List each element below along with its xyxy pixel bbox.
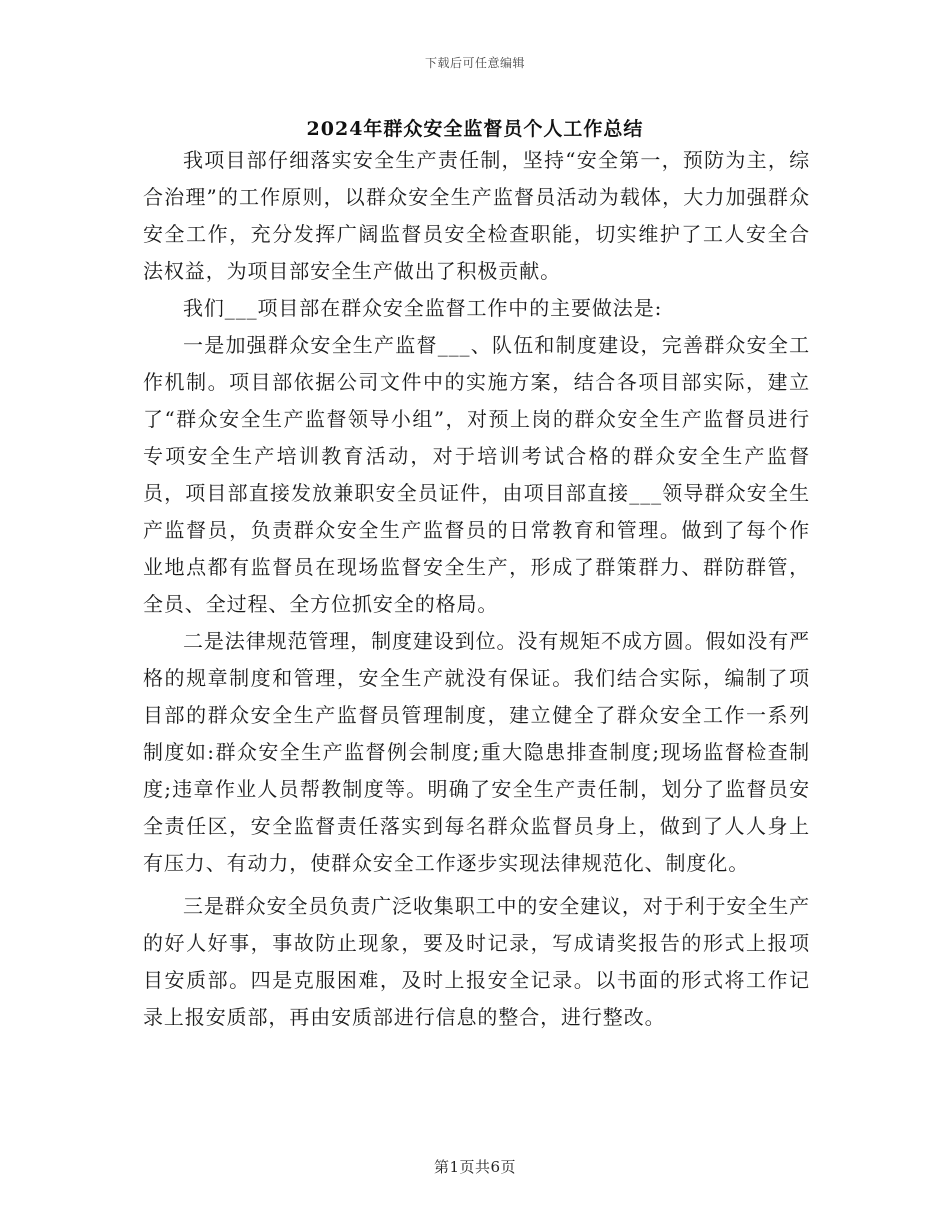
document-title: 2024年群众安全监督员个人工作总结	[306, 118, 644, 140]
paragraph-point-one: 一是加强群众安全生产监督___、队伍和制度建设，完善群众安全工作机制。项目部依据公司文件中的实施方案，结合各项目部实际，建立了“群众安全生产监督领导小组”，对预上岗的群众安全生产监督员进行专项安全生产培训教育活动，对于培训考试合格的群众安全生产监督员，项目部直接发放兼职安全员证件，由项目部直接___领导群众安全生产监督员，负责群众安全生产监督员的日常教育和管理。做到了每个作业地点都有监督员在现场监督安全生产，形成了群策群力、群防群管，全员、全过程、全方位抓安全的格局。	[143, 333, 810, 616]
paragraph-intro: 我项目部仔细落实安全生产责任制，坚持“安全第一，预防为主，综合治理”的工作原则，以群众安全生产监督员活动为载体，大力加强群众安全工作，充分发挥广阔监督员安全检查职能，切实维护了工人安全合法权益，为项目部安全生产做出了积极贡献。	[143, 148, 810, 283]
paragraph-point-two: 二是法律规范管理，制度建设到位。没有规矩不成方圆。假如没有严格的规章制度和管理，安全生产就没有保证。我们结合实际，编制了项目部的群众安全生产监督员管理制度，建立健全了群众安全工作一系列制度如:群众安全生产监督例会制度;重大隐患排查制度;现场监督检查制度;违章作业人员帮教制度等。明确了安全生产责任制，划分了监督员安全责任区，安全监督责任落实到每名群众监督员身上，做到了人人身上有压力、有动力，使群众安全工作逐步实现法律规范化、制度化。	[143, 629, 810, 875]
page-footer-number: 第1页共6页	[433, 1158, 517, 1176]
paragraph-main-methods: 我们___项目部在群众安全监督工作中的主要做法是:	[183, 296, 663, 320]
paragraph-point-three-four: 三是群众安全员负责广泛收集职工中的安全建议，对于利于安全生产的好人好事，事故防止现象，要及时记录，写成请奖报告的形式上报项目安质部。四是克服困难，及时上报安全记录。以书面的形式将工作记录上报安质部，再由安质部进行信息的整合，进行整改。	[143, 894, 810, 1029]
document-body	[143, 142, 810, 1036]
page-header-note: 下载后可任意编辑	[424, 56, 525, 70]
